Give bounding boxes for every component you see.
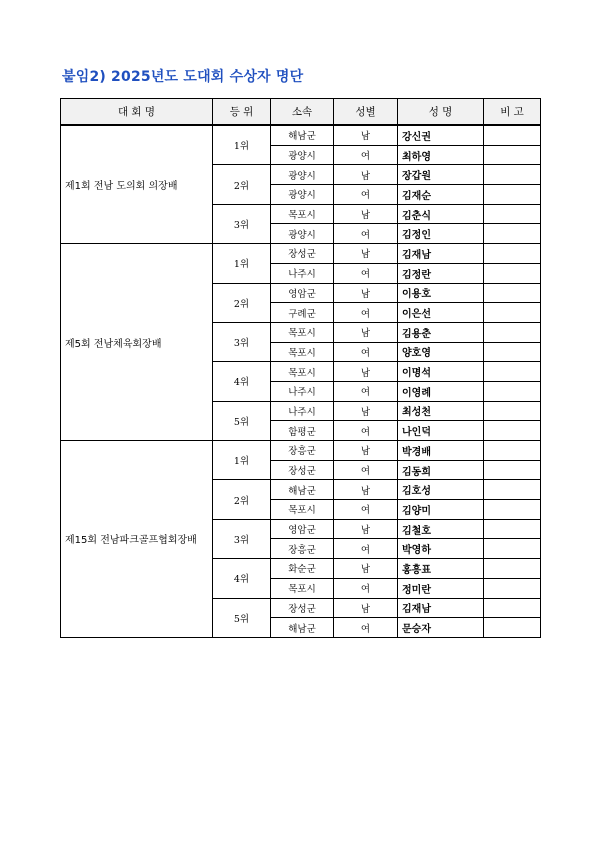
gender-cell: 여 [334, 381, 398, 401]
affiliation-cell: 장성군 [271, 244, 334, 264]
rank-cell: 3위 [213, 322, 271, 361]
winner-name-cell: 김용춘 [398, 322, 484, 342]
winner-name-cell: 이은선 [398, 303, 484, 323]
column-header-note: 비 고 [484, 99, 541, 126]
affiliation-cell: 목포시 [271, 578, 334, 598]
column-header-affiliation: 소속 [271, 99, 334, 126]
gender-cell: 남 [334, 362, 398, 382]
gender-cell: 여 [334, 185, 398, 205]
gender-cell: 남 [334, 401, 398, 421]
award-winners-table [60, 98, 541, 638]
affiliation-cell: 목포시 [271, 342, 334, 362]
gender-cell: 여 [334, 500, 398, 520]
rank-cell: 1위 [213, 125, 271, 165]
rank-cell: 5위 [213, 598, 271, 637]
gender-cell: 여 [334, 224, 398, 244]
note-cell [484, 145, 541, 165]
gender-cell: 여 [334, 342, 398, 362]
competition-name: 제5회 전남체육회장배 [61, 244, 213, 441]
affiliation-cell: 장성군 [271, 460, 334, 480]
competition-name: 제1회 전남 도의회 의장배 [61, 125, 213, 244]
winner-name-cell: 장갑원 [398, 165, 484, 185]
note-cell [484, 598, 541, 618]
rank-cell: 1위 [213, 441, 271, 480]
affiliation-cell: 광양시 [271, 185, 334, 205]
competition-name: 제15회 전남파크골프협회장배 [61, 441, 213, 638]
table-row [61, 441, 541, 461]
gender-cell: 여 [334, 539, 398, 559]
rank-cell: 3위 [213, 519, 271, 558]
winner-name-cell: 이영례 [398, 381, 484, 401]
rank-cell: 4위 [213, 559, 271, 598]
note-cell [484, 578, 541, 598]
rank-cell: 5위 [213, 401, 271, 440]
gender-cell: 여 [334, 303, 398, 323]
gender-cell: 남 [334, 204, 398, 224]
gender-cell: 남 [334, 441, 398, 461]
gender-cell: 남 [334, 598, 398, 618]
winner-name-cell: 김정인 [398, 224, 484, 244]
note-cell [484, 224, 541, 244]
gender-cell: 남 [334, 125, 398, 145]
winner-name-cell: 이용호 [398, 283, 484, 303]
note-cell [484, 362, 541, 382]
winner-name-cell: 박영하 [398, 539, 484, 559]
gender-cell: 여 [334, 421, 398, 441]
note-cell [484, 244, 541, 264]
affiliation-cell: 목포시 [271, 362, 334, 382]
page-title: 붙임2) 2025년도 도대회 수상자 명단 [62, 69, 304, 85]
winner-name-cell: 문승자 [398, 618, 484, 638]
note-cell [484, 125, 541, 145]
note-cell [484, 559, 541, 579]
affiliation-cell: 함평군 [271, 421, 334, 441]
gender-cell: 여 [334, 145, 398, 165]
gender-cell: 남 [334, 519, 398, 539]
affiliation-cell: 영암군 [271, 519, 334, 539]
note-cell [484, 519, 541, 539]
affiliation-cell: 화순군 [271, 559, 334, 579]
winner-name-cell: 김재순 [398, 185, 484, 205]
gender-cell: 여 [334, 618, 398, 638]
note-cell [484, 441, 541, 461]
table-row [61, 244, 541, 264]
column-header-competition: 대 회 명 [61, 99, 213, 126]
note-cell [484, 165, 541, 185]
note-cell [484, 421, 541, 441]
affiliation-cell: 해남군 [271, 125, 334, 145]
gender-cell: 여 [334, 460, 398, 480]
note-cell [484, 283, 541, 303]
affiliation-cell: 광양시 [271, 224, 334, 244]
affiliation-cell: 목포시 [271, 500, 334, 520]
winner-name-cell: 최하영 [398, 145, 484, 165]
note-cell [484, 460, 541, 480]
gender-cell: 여 [334, 263, 398, 283]
winner-name-cell: 김호성 [398, 480, 484, 500]
winner-name-cell: 최성천 [398, 401, 484, 421]
note-cell [484, 342, 541, 362]
rank-cell: 2위 [213, 283, 271, 322]
winner-name-cell: 김철호 [398, 519, 484, 539]
affiliation-cell: 나주시 [271, 401, 334, 421]
affiliation-cell: 해남군 [271, 618, 334, 638]
affiliation-cell: 장흥군 [271, 441, 334, 461]
note-cell [484, 263, 541, 283]
affiliation-cell: 목포시 [271, 322, 334, 342]
affiliation-cell: 영암군 [271, 283, 334, 303]
affiliation-cell: 나주시 [271, 381, 334, 401]
rank-cell: 4위 [213, 362, 271, 401]
note-cell [484, 185, 541, 205]
gender-cell: 남 [334, 283, 398, 303]
affiliation-cell: 장성군 [271, 598, 334, 618]
note-cell [484, 539, 541, 559]
winner-name-cell: 김동희 [398, 460, 484, 480]
table-header-row [61, 99, 541, 126]
winner-name-cell: 나인덕 [398, 421, 484, 441]
table-row [61, 125, 541, 145]
note-cell [484, 618, 541, 638]
winner-name-cell: 김춘식 [398, 204, 484, 224]
affiliation-cell: 해남군 [271, 480, 334, 500]
rank-cell: 3위 [213, 204, 271, 243]
gender-cell: 남 [334, 165, 398, 185]
note-cell [484, 204, 541, 224]
note-cell [484, 480, 541, 500]
winner-name-cell: 홍흥표 [398, 559, 484, 579]
column-header-rank: 등 위 [213, 99, 271, 126]
affiliation-cell: 구례군 [271, 303, 334, 323]
affiliation-cell: 장흥군 [271, 539, 334, 559]
gender-cell: 남 [334, 559, 398, 579]
rank-cell: 2위 [213, 480, 271, 519]
winner-name-cell: 김정란 [398, 263, 484, 283]
gender-cell: 남 [334, 480, 398, 500]
rank-cell: 2위 [213, 165, 271, 204]
winner-name-cell: 양호영 [398, 342, 484, 362]
winner-name-cell: 김재남 [398, 244, 484, 264]
affiliation-cell: 광양시 [271, 145, 334, 165]
column-header-name: 성 명 [398, 99, 484, 126]
note-cell [484, 381, 541, 401]
note-cell [484, 322, 541, 342]
gender-cell: 남 [334, 244, 398, 264]
note-cell [484, 401, 541, 421]
column-header-gender: 성별 [334, 99, 398, 126]
affiliation-cell: 목포시 [271, 204, 334, 224]
affiliation-cell: 광양시 [271, 165, 334, 185]
affiliation-cell: 나주시 [271, 263, 334, 283]
winner-name-cell: 김재남 [398, 598, 484, 618]
note-cell [484, 500, 541, 520]
winner-name-cell: 박경배 [398, 441, 484, 461]
gender-cell: 여 [334, 578, 398, 598]
winner-name-cell: 강신권 [398, 125, 484, 145]
rank-cell: 1위 [213, 244, 271, 283]
gender-cell: 남 [334, 322, 398, 342]
winner-name-cell: 이명석 [398, 362, 484, 382]
table-body [61, 125, 541, 637]
winner-name-cell: 정미란 [398, 578, 484, 598]
note-cell [484, 303, 541, 323]
winner-name-cell: 김양미 [398, 500, 484, 520]
